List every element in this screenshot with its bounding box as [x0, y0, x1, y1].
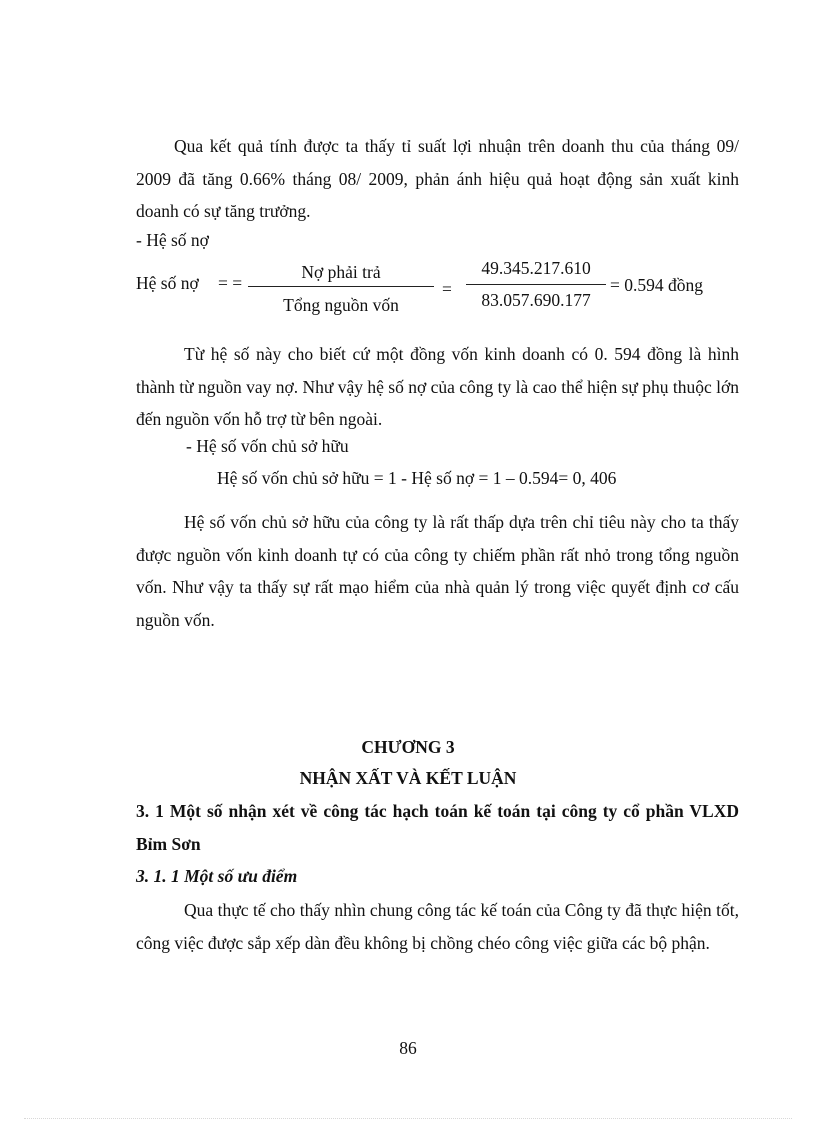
equity-ratio-heading: - Hệ số vốn chủ sở hữu: [186, 436, 349, 456]
fraction-denominator-value: 83.057.690.177: [481, 290, 591, 310]
section-heading: 3. 1 Một số nhận xét về công tác hạch toán kế toán tại công ty cổ phần VLXD Bỉm Sơn: [136, 801, 739, 854]
fraction-numerator-value: 49.345.217.610: [481, 258, 591, 278]
subsection-heading: 3. 1. 1 Một số ưu điểm: [136, 866, 298, 886]
debt-ratio-heading: - Hệ số nợ: [136, 230, 209, 250]
page-number: 86: [399, 1038, 417, 1058]
formula-equals-2: =: [442, 279, 452, 299]
chapter-number: CHƯƠNG 3: [361, 737, 455, 757]
paragraph-profit-ratio: Qua kết quả tính được ta thấy tỉ suất lợi nhuận trên doanh thu của tháng 09/ 2009 đã tăng 0.66% tháng 08/ 2009, phản ánh hiệu quả hoạt động sản xuất kinh doanh có sự tăng trưởng.: [136, 136, 739, 221]
equity-ratio-formula: Hệ số vốn chủ sở hữu = 1 - Hệ số nợ = 1 – 0.594= 0, 406: [217, 468, 617, 488]
fraction-denominator-label: Tổng nguồn vốn: [283, 295, 399, 315]
page-bottom-border: [24, 1118, 792, 1119]
fraction-numerator-label: Nợ phải trả: [301, 262, 381, 282]
fraction-bar-values: [466, 284, 606, 285]
paragraph-advantages: Qua thực tế cho thấy nhìn chung công tác kế toán của Công ty đã thực hiện tốt, công việc được sắp xếp dàn đều không bị chồng chéo công việc giữa các bộ phận.: [136, 900, 739, 953]
paragraph-debt-explanation: Từ hệ số này cho biết cứ một đồng vốn kinh doanh có 0. 594 đồng là hình thành từ nguồn vay nợ. Như vậy hệ số nợ của công ty là cao thể hiện sự phụ thuộc lớn đến nguồn vốn hỗ trợ từ bên ngoài.: [136, 344, 739, 429]
chapter-title: NHẬN XẤT VÀ KẾT LUẬN: [299, 768, 517, 788]
formula-label: Hệ số nợ: [136, 273, 199, 293]
formula-result: = 0.594 đồng: [610, 275, 703, 295]
paragraph-equity-explanation: Hệ số vốn chủ sở hữu của công ty là rất thấp dựa trên chỉ tiêu này cho ta thấy được nguồn vốn kinh doanh tự có của công ty chiếm phần rất nhỏ trong tổng nguồn vốn. Như vậy ta thấy sự rất mạo hiểm của nhà quản lý trong việc quyết định cơ cấu nguồn vốn.: [136, 512, 739, 630]
fraction-bar: [248, 286, 434, 287]
formula-equals: = =: [218, 273, 243, 293]
